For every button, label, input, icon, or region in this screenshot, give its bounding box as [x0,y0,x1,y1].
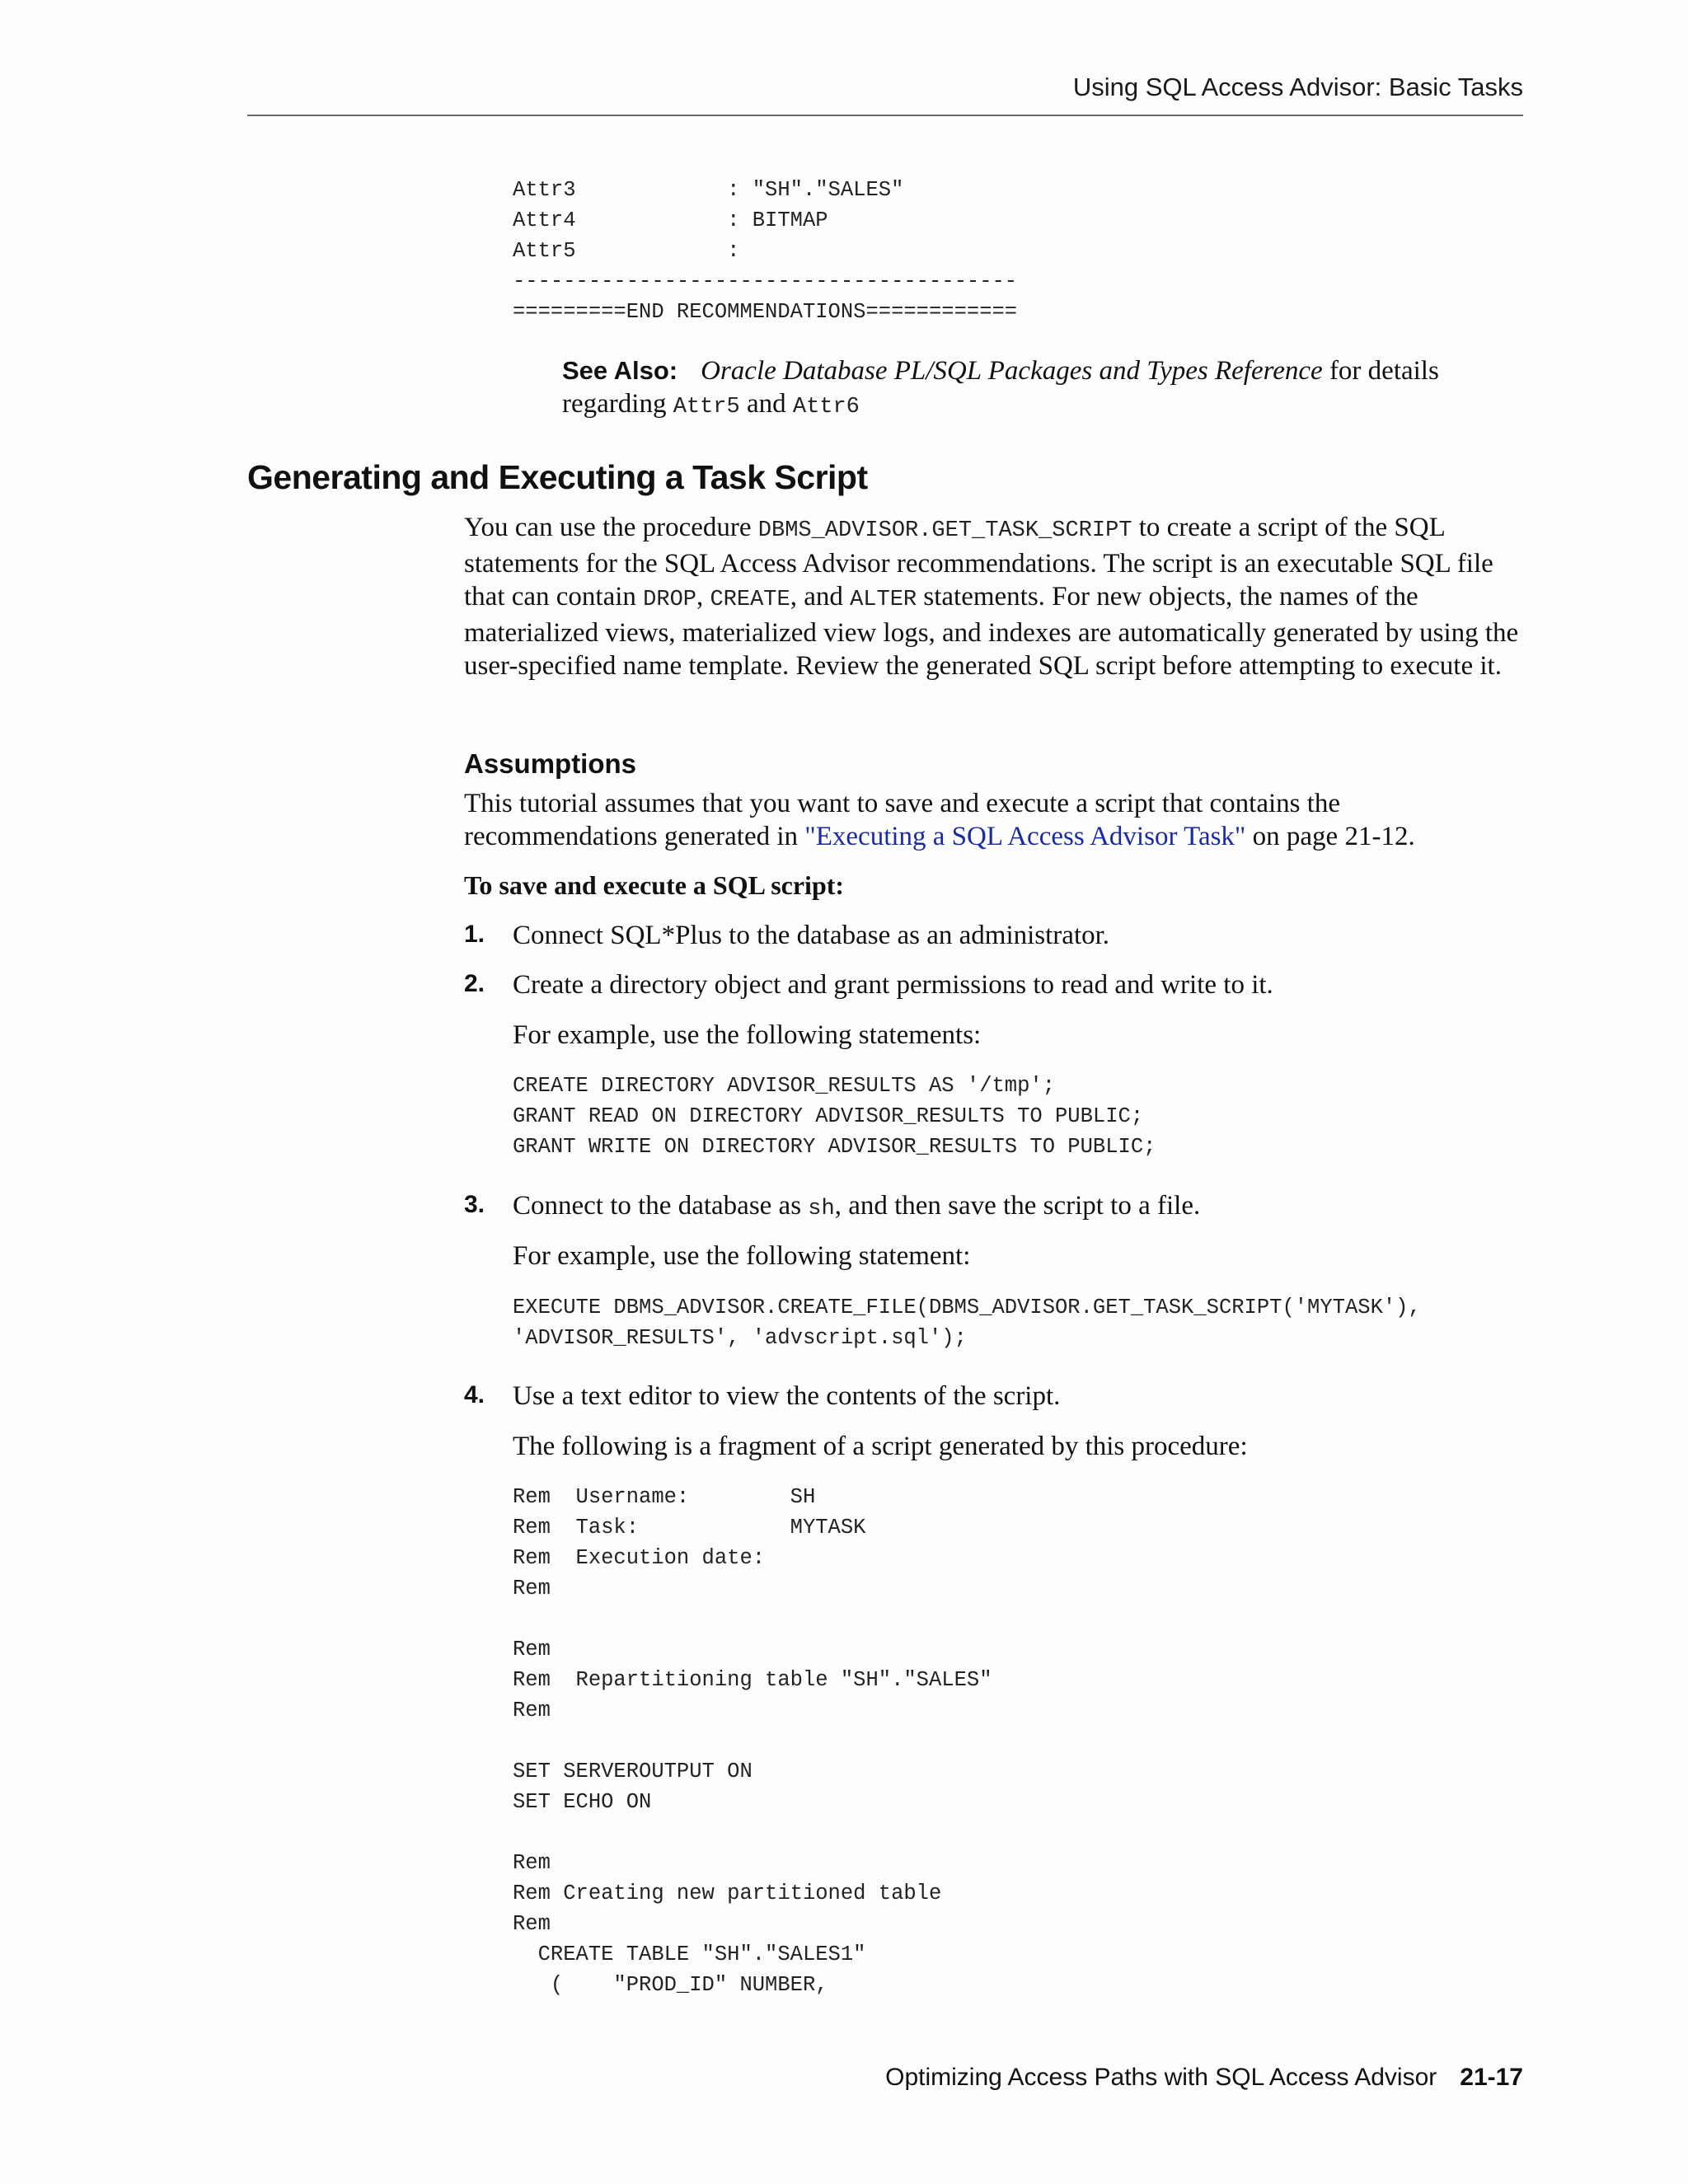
step-number-1: 1. [464,921,485,948]
code-block-recommendations-end: Attr3 : "SH"."SALES" Attr4 : BITMAP Attr5 : ---------------------------------------- =========END RECOMMENDATIONS============ [513,178,1018,324]
intro-code-drop: DROP [643,588,696,612]
assumptions-text: This tutorial assumes that you want to save and execute a script that contains the recommendations generated in [464,789,1341,851]
code-block-create-directory: CREATE DIRECTORY ADVISOR_RESULTS AS '/tmp'; GRANT READ ON DIRECTORY ADVISOR_RESULTS TO PUBLIC; GRANT WRITE ON DIRECTORY ADVISOR_RESULTS TO PUBLIC; [513,1074,1156,1159]
step-text-4: Use a text editor to view the contents of the script. [513,1381,1061,1411]
footer-title: Optimizing Access Paths with SQL Access Advisor [885,2064,1437,2091]
step-2-example-intro: For example, use the following statements: [513,1020,982,1050]
step-number-2: 2. [464,970,485,997]
intro-text: You can use the procedure [464,513,758,542]
see-also-label: See Also: [562,356,678,385]
running-footer [247,2064,1523,2092]
step-3-example-intro: For example, use the following statement: [513,1241,971,1271]
intro-code-create: CREATE [710,588,790,612]
see-also-code-attr5: Attr5 [673,395,740,419]
page-number: 21-17 [1460,2064,1523,2091]
section-title: Generating and Executing a Task Script [247,458,868,496]
assumptions-paragraph [464,787,1527,853]
code-block-create-file: EXECUTE DBMS_ADVISOR.CREATE_FILE(DBMS_ADVISOR.GET_TASK_SCRIPT('MYTASK'), 'ADVISOR_RESULTS', 'advscript.sql'); [513,1296,1421,1350]
step-4-example-intro: The following is a fragment of a script generated by this procedure: [513,1432,1248,1461]
step-number-3: 3. [464,1191,485,1218]
intro-text: to create a script of the SQL statements for the SQL Access Advisor recommendations. The script is an executable SQL file that can contain [464,513,1493,612]
see-also-note [562,354,1518,424]
see-also-reference: Oracle Database PL/SQL Packages and Types Reference [701,356,1323,386]
step-3-text: , and then save the script to a file. [834,1191,1201,1221]
see-also-text: for details regarding [562,356,1439,419]
see-also-text-and: and [739,389,793,419]
header-rule [247,115,1523,116]
intro-text: statements. For new objects, the names of the materialized views, materialized view logs, and indexes are automatically generated by using the user-specified name template. Review the generated SQL script before attempting to execute it. [464,582,1519,681]
assumptions-text: on page 21-12. [1245,822,1415,851]
step-3-text: Connect to the database as [513,1191,809,1221]
step-number-4: 4. [464,1381,485,1408]
intro-text: , [696,582,710,612]
running-header: Using SQL Access Advisor: Basic Tasks [1072,73,1523,101]
intro-code-get-task-script: DBMS_ADVISOR.GET_TASK_SCRIPT [757,518,1132,543]
step-text-1: Connect SQL*Plus to the database as an administrator. [513,921,1110,950]
step-text-3 [513,1189,1200,1226]
assumptions-heading: Assumptions [464,748,637,779]
intro-text: , and [790,582,851,612]
step-text-2: Create a directory object and grant permissions to read and write to it. [513,970,1273,1000]
executing-task-link[interactable]: "Executing a SQL Access Advisor Task" [804,822,1246,851]
see-also-code-attr6: Attr6 [792,395,860,419]
procedure-heading: To save and execute a SQL script: [464,870,845,900]
step-3-code-sh: sh [808,1197,835,1221]
intro-code-alter: ALTER [850,588,917,612]
code-block-script-fragment: Rem Username: SH Rem Task: MYTASK Rem Execution date: Rem Rem Rem Repartitioning table "SH"."SALES" Rem SET SERVEROUTPUT ON SET ECHO ON Rem Rem Creating new partitioned table Rem CREATE TABLE "SH"."SALES1" ( "PROD_ID" NUMBER, [513,1485,992,1997]
section-intro-paragraph [464,511,1527,682]
